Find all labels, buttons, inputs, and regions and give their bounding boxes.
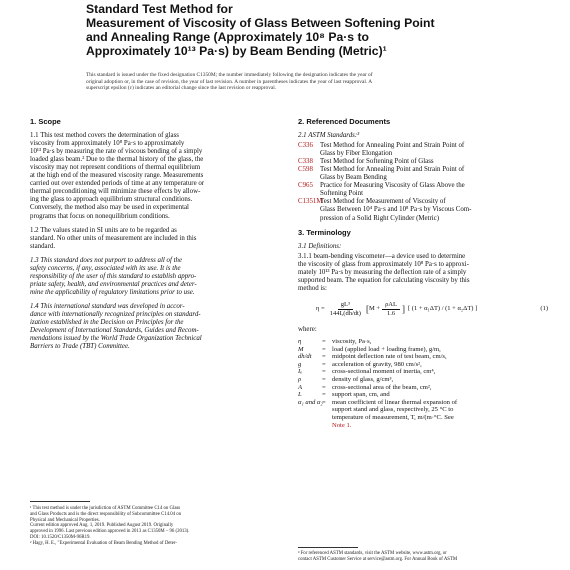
definition-row [298,368,548,376]
equals-sign: = [322,338,326,346]
reference-code-link[interactable]: C598 [298,166,313,174]
equation-denominator: 1.6 [386,309,396,317]
text-line: Conversely, the method also may be used in experimental [30,204,189,212]
text-line: at the high end of the measured viscosity range. Measurements [30,172,204,180]
note-line: superscript epsilon (ε) indicates an editorial change since the last revision or reapproval. [86,85,277,92]
text-line: mately 10¹³ Pa·s by measuring the deflection rate of a simply [298,268,467,276]
reference-item[interactable] [298,182,548,198]
text-line: density of glass, g/cm³, [332,376,394,383]
text-line: dance with internationally recognized principles on standard- [30,310,201,318]
equals-sign: = [322,391,326,399]
reference-item[interactable] [298,166,548,182]
left-column [30,118,280,357]
text-line: midpoint deflection rate of test beam, cm/s, [332,353,447,361]
equation-mid: M + [368,305,381,313]
text-line: load (applied load + loading frame), g/m, [332,345,441,353]
text-line: acceleration of gravity, 980 cm/s², [332,360,422,368]
footnote-line: Physical and Mechanical Properties. [30,517,100,523]
text-line: mean coefficient of linear thermal expansion of [332,398,458,406]
definition-row [298,361,548,369]
text-line: standard. [30,242,56,250]
text-line: safety concerns, if any, associated with its use. It is the [30,264,181,272]
definitions-label: 3.1 Definitions: [298,242,342,250]
text-line: viscosity, Pa·s, [332,338,372,346]
symbol: M [298,345,304,353]
definition-row [298,384,548,392]
reference-code-link[interactable]: C1351M [298,198,323,206]
text-line: 1.4 This international standard was developed in accor- [30,302,185,310]
symbol: g [298,360,302,368]
equation-numerator: ρAL [382,301,400,310]
definition-row [298,399,548,429]
text-line: support span, cm, and [332,391,390,399]
footnote-line: Current edition approved Aug. 1, 2019. Published August 2019. Originally [30,523,174,529]
paragraph-1-1 [30,132,280,221]
equals-sign: = [322,383,326,391]
symbol: Iₑ [298,368,302,376]
equals-sign: = [322,368,326,376]
note-line: This standard is issued under the fixed designation C1350M; the number immediately following the designation indicates the year of [86,72,373,78]
reference-code-link[interactable]: C965 [298,182,313,190]
equation-numerator: gL³ [338,301,353,310]
text-line: Softening Point [320,190,364,198]
text-line: Practice for Measuring Viscosity of Glass Above the [320,182,465,190]
text-line: supported beam. The equation for calculating viscosity by this [298,276,470,284]
paragraph-1-2 [30,227,280,251]
text-line: Glass by Fiber Elongation [320,150,393,158]
footnote-line: DOI: 10.1520/C1350M-96R19. [30,534,91,540]
footnote-line: and Glass Products and is the direct responsibility of Subcommittee C14.04 on [30,511,182,517]
text-line: pression of a Solid Right Cylinder (Metric) [320,214,440,222]
text-line: programs that focus on nonequilibrium conditions. [30,212,170,220]
text-line: loaded glass beam.² Due to the thermal history of the glass, the [30,156,204,164]
bracket-open: [ [365,304,369,315]
text-line: the viscosity of glass from approximately 10⁸ Pa·s to approxi- [298,260,470,268]
text-line: Test Method for Measurement of Viscosity of [320,198,446,206]
reference-code-link[interactable]: C338 [298,158,313,166]
footnote-line: ¹ This test method is under the jurisdiction of ASTM Committee C14 on Glass [30,506,181,511]
symbol-definitions [298,338,548,429]
section-heading-references: 2. Referenced Documents [298,117,391,126]
reference-code-link[interactable]: C336 [298,142,313,150]
equation-fraction-2 [382,301,400,318]
reference-list [298,142,548,222]
right-column [298,118,548,429]
definition-row [298,346,548,354]
title-line: Measurement of Viscosity of Glass Between Softening Point [86,16,435,30]
equation-denominator: 144Iₑ(dh/dt) [329,309,361,317]
viscosity-equation [298,301,548,318]
symbol: A [298,383,303,391]
reference-item[interactable] [298,158,548,166]
text-line: Test Method for Annealing Point and Strain Point of [320,142,465,150]
definition-row [298,338,548,346]
text-line: Test Method for Softening Point of Glass [320,158,434,166]
text-line: method is: [298,284,327,292]
text-line: Test Method for Annealing Point and Strain Point of [320,166,465,174]
paragraph-1-4 [30,303,280,351]
equals-sign: = [322,345,326,353]
symbol: L [298,391,302,399]
footnote-line: ² Hagy, H. E., "Experimental Evaluation of Beam Bending Method of Deter- [30,540,177,546]
text-line: support stand and glass, respectively, 25 °C to [332,406,454,414]
note-line: original adoption or, in the case of revision, the year of last revision. A number in parentheses indicates the year of last reapproval. A [86,78,373,85]
bracket-close: ] [401,304,405,315]
symbol: ρ [298,376,302,383]
text-line: Barriers to Trade (TBT) Committee. [30,343,130,351]
equation-lhs: η = [316,305,325,313]
footnotes-right [298,551,548,563]
note-link[interactable]: Note 1. [332,421,352,429]
footnote-line: ³ For referenced ASTM standards, visit the ASTM website, www.astm.org, or [298,551,447,556]
text-line: Development of International Standards, Guides and Recom- [30,327,199,335]
text-line: temperature of measurement, T, m/(m·°C. See [332,413,454,421]
text-line: ization established in the Decision on Principles for the [30,319,184,327]
text-line: cross-sectional moment of inertia, cm⁴, [332,368,436,376]
footnote-line: contact ASTM Customer Service at service@astm.org. For Annual Book of ASTM [298,556,458,562]
text-line: 1.3 This standard does not purport to address all of the [30,256,183,264]
astm-standards-label: 2.1 ASTM Standards:³ [298,132,360,140]
paragraph-1-3 [30,257,280,297]
equation-tail: [ (1 + α₁ΔT) / (1 + α₂ΔT) ] [407,305,478,313]
definition-row [298,353,548,361]
where-label: where: [298,325,317,333]
symbol: dh/dt [298,353,312,361]
footnote-line: approved in 1996. Last previous edition approved in 2013 as C1350M – 96 (2013). [30,529,190,535]
equals-sign: = [322,398,326,406]
equals-sign: = [322,360,326,368]
equals-sign: = [322,353,326,361]
text-line: 3.1.1 beam-bending viscometer—a device used to determine [298,252,466,260]
text-line: responsibility of the user of this standard to establish appro- [30,272,197,280]
text-line: ing the glass to approach equilibrium structural conditions. [30,196,193,204]
text-line: 1.1 This test method covers the determination of glass [30,132,179,140]
title-line: Approximately 10¹³ Pa·s) by Beam Bending (Metric)¹ [86,44,387,58]
text-line: mendations issued by the World Trade Organization Technical [30,335,202,343]
title-line: Standard Test Method for [86,2,233,16]
text-line: mine the applicability of regulatory limitations prior to use. [30,288,195,296]
reference-item[interactable] [298,198,548,222]
reference-item[interactable] [298,142,548,158]
section-heading-scope: 1. Scope [30,117,61,126]
text-line: Glass by Beam Bending [320,174,387,182]
section-heading-terminology: 3. Terminology [298,227,351,237]
text-line: carried out over extended periods of time at any temperature or [30,180,205,188]
text-line: priate safety, health, and environmental practices and deter- [30,280,197,288]
symbol: α₁ and α₂ [298,398,323,406]
equation-number: (1) [540,305,548,313]
text-line: Glass Between 10⁴ Pa·s and 10⁸ Pa·s by Viscous Com- [320,206,472,214]
title-line: and Annealing Range (Approximately 10⁸ Pa·s to [86,30,369,44]
text-line: 1.2 The values stated in SI units are to be regarded as [30,226,177,234]
text-line: standard. No other units of measurement are included in this [30,234,197,242]
text-line: cross-sectional area of the beam, cm², [332,383,432,391]
document-title [86,2,506,58]
text-line: thermal preconditioning will minimize these effects by allow- [30,188,201,196]
symbol: η [298,338,302,346]
text-line: viscosity may not represent conditions of thermal equilibrium [30,164,201,172]
definition-row [298,391,548,399]
footnote-rule-right [298,547,358,548]
footnotes-left [30,506,280,547]
footnote-rule [30,501,90,502]
paragraph-3-1-1 [298,253,548,293]
text-line: viscosity from approximately 10⁸ Pa·s to approximately [30,140,185,148]
definition-row [298,376,548,384]
designation-note [86,72,506,92]
equation-fraction [327,301,364,318]
text-line: 10¹³ Pa·s by measuring the rate of viscous bending of a simply [30,148,203,156]
equals-sign: = [322,376,326,383]
